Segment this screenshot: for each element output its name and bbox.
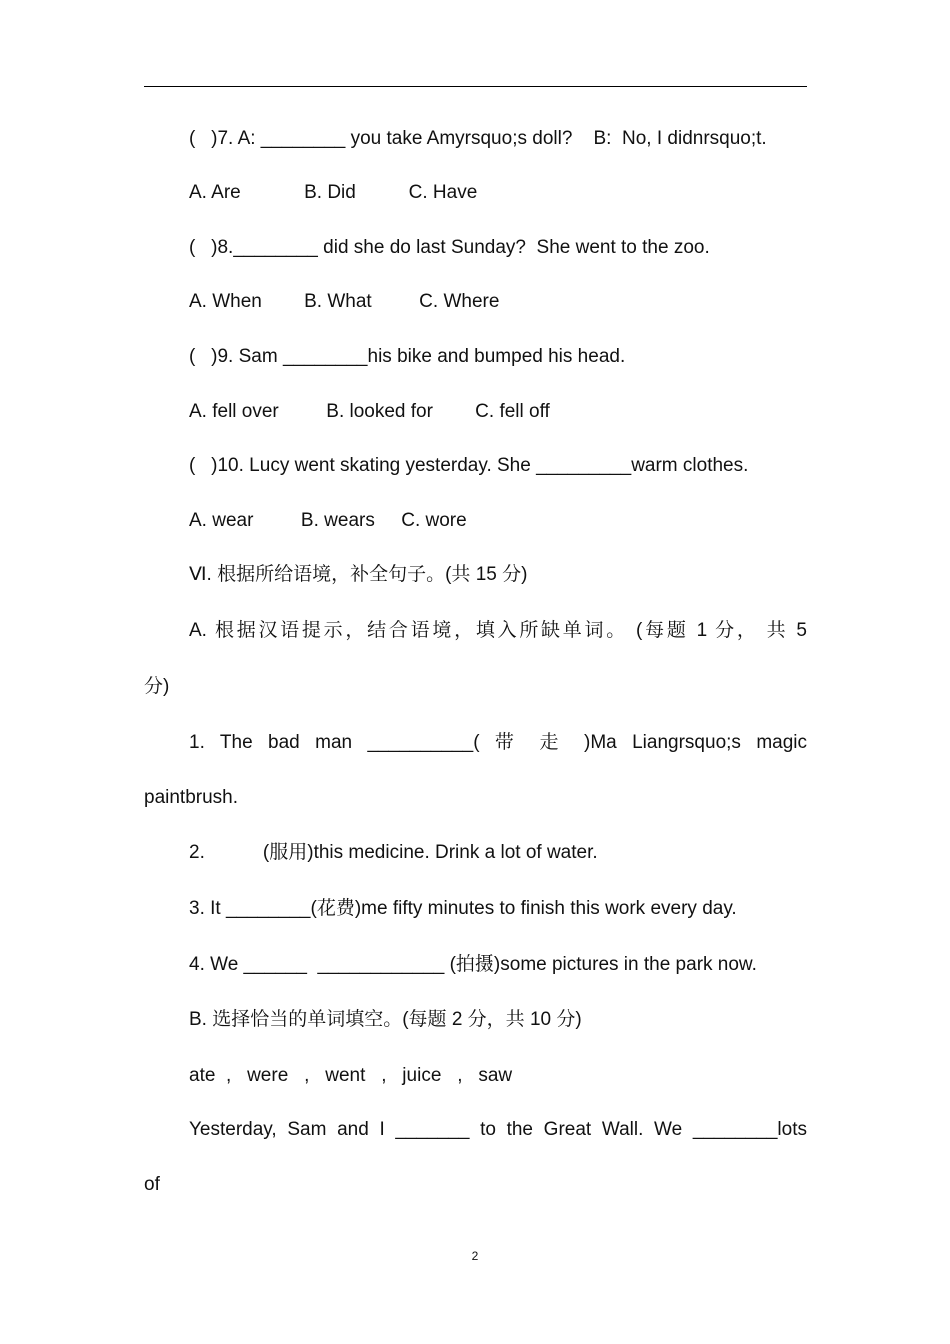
passage-line-2: of <box>144 1174 160 1195</box>
page-number: 2 <box>471 1249 479 1263</box>
word-bank: ate , were , went , juice , saw <box>189 1065 513 1086</box>
part-a-item-3: 3. It ________(花费)me fifty minutes to finish this work every day. <box>189 898 737 919</box>
header-rule <box>144 86 807 87</box>
part-a-instructions: A. 根据汉语提示，结合语境，填入所缺单词。 (每题 1 分， 共 5 <box>189 620 807 641</box>
question-8: ( )8.________ did she do last Sunday? She went to the zoo. <box>189 237 710 258</box>
question-7: ( )7. A: ________ you take Amyrsquo;s doll? B: No, I didnrsquo;t. <box>189 128 767 149</box>
question-10: ( )10. Lucy went skating yesterday. She _________warm clothes. <box>189 455 749 476</box>
part-a-item-4: 4. We ______ ____________ (拍摄)some pictures in the park now. <box>189 954 757 975</box>
part-a-instructions-cont: 分) <box>144 676 170 697</box>
section-6-heading: Ⅵ. 根据所给语境，补全句子。(共 15 分) <box>189 564 528 585</box>
question-9-options: A. fell over B. looked for C. fell off <box>189 401 550 422</box>
passage-line-1: Yesterday, Sam and I _______ to the Great Wall. We ________lots <box>189 1119 807 1140</box>
part-b-instructions: B. 选择恰当的单词填空。(每题 2 分，共 10 分) <box>189 1009 582 1030</box>
part-a-item-2: 2. (服用)this medicine. Drink a lot of water. <box>189 842 598 863</box>
question-10-options: A. wear B. wears C. wore <box>189 510 467 531</box>
part-a-item-1: 1. The bad man __________( 带 走 )Ma Liangrsquo;s magic <box>189 732 807 753</box>
question-9: ( )9. Sam ________his bike and bumped his head. <box>189 346 626 367</box>
question-7-options: A. Are B. Did C. Have <box>189 182 478 203</box>
part-a-item-1-cont: paintbrush. <box>144 787 239 808</box>
question-8-options: A. When B. What C. Where <box>189 291 500 312</box>
